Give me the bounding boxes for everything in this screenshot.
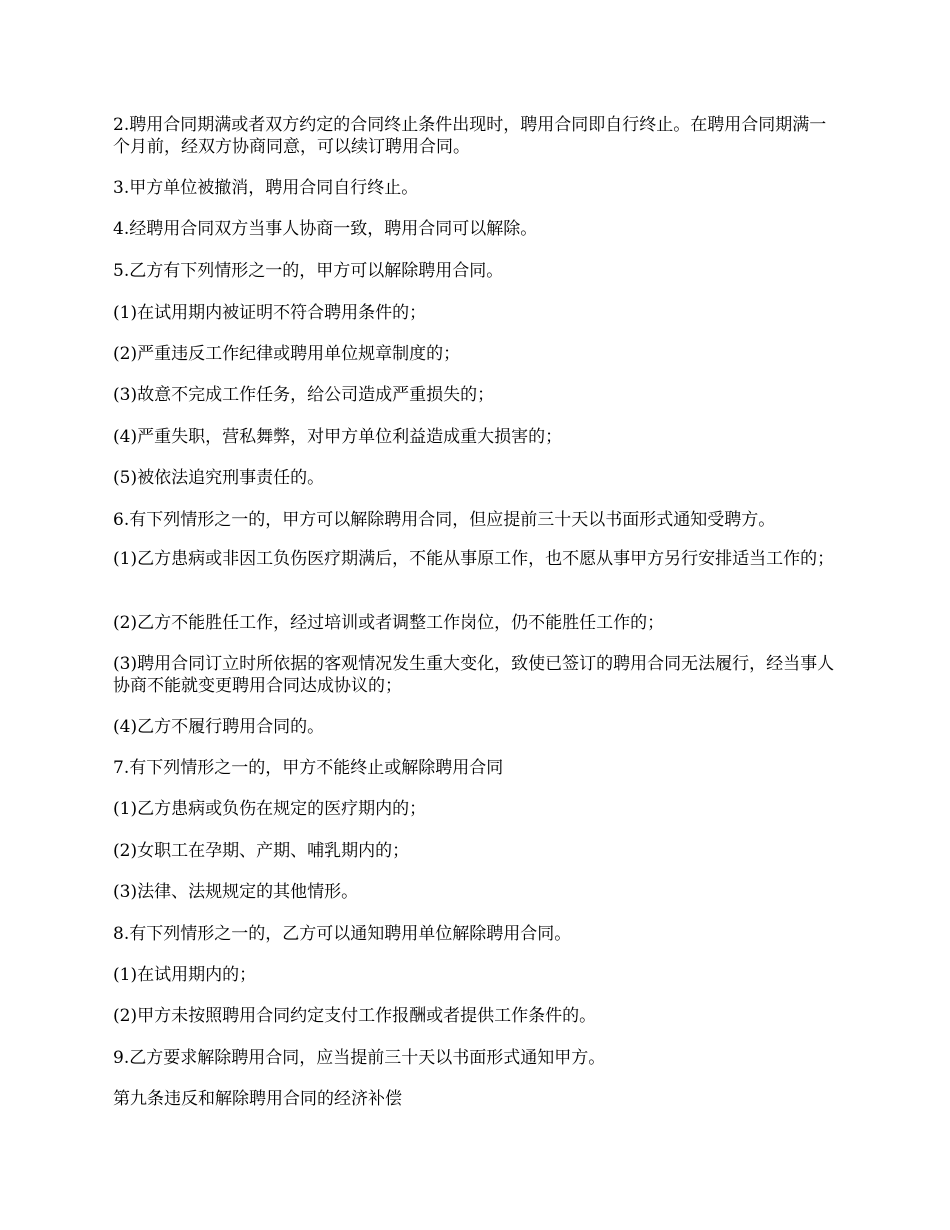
paragraph-clause-6-item-4: (4)乙方不履行聘用合同的。 (113, 717, 325, 737)
paragraph-clause-5-item-4: (4)严重失职，营私舞弊，对甲方单位利益造成重大损害的； (113, 427, 563, 447)
section-heading-article-9: 第九条违反和解除聘用合同的经济补偿 (113, 1089, 402, 1109)
paragraph-clause-5-item-1: (1)在试用期内被证明不符合聘用条件的； (113, 303, 427, 323)
paragraph-clause-7-item-1: (1)乙方患病或负伤在规定的医疗期内的； (113, 799, 427, 819)
paragraph-clause-8: 8.有下列情形之一的，乙方可以通知聘用单位解除聘用合同。 (113, 924, 572, 944)
paragraph-clause-8-item-1: (1)在试用期内的； (113, 965, 257, 985)
paragraph-clause-9: 9.乙方要求解除聘用合同，应当提前三十天以书面形式通知甲方。 (113, 1048, 606, 1068)
paragraph-clause-3: 3.甲方单位被撤消，聘用合同自行终止。 (113, 178, 419, 198)
paragraph-clause-5-item-3: (3)故意不完成工作任务，给公司造成严重损失的； (113, 385, 495, 405)
paragraph-clause-6-item-2: (2)乙方不能胜任工作，经过培训或者调整工作岗位，仍不能胜任工作的； (113, 613, 665, 633)
paragraph-clause-7: 7.有下列情形之一的，甲方不能终止或解除聘用合同 (113, 758, 504, 778)
paragraph-clause-2: 2.聘用合同期满或者双方约定的合同终止条件出现时，聘用合同即自行终止。在聘用合同期满一个月前，经双方协商同意，可以续订聘用合同。 (113, 115, 827, 157)
paragraph-clause-6-item-1: (1)乙方患病或非因工负伤医疗期满后，不能从事原工作，也不愿从事甲方另行安排适当工作的； (113, 549, 835, 569)
paragraph-clause-6: 6.有下列情形之一的，甲方可以解除聘用合同，但应提前三十天以书面形式通知受聘方。 (113, 510, 776, 530)
paragraph-clause-7-item-2: (2)女职工在孕期、产期、哺乳期内的； (113, 841, 410, 861)
paragraph-clause-8-item-2: (2)甲方未按照聘用合同约定支付工作报酬或者提供工作条件的。 (113, 1006, 597, 1026)
paragraph-clause-7-item-3: (3)法律、法规规定的其他情形。 (113, 882, 359, 902)
paragraph-clause-5: 5.乙方有下列情形之一的，甲方可以解除聘用合同。 (113, 261, 504, 281)
paragraph-clause-4: 4.经聘用合同双方当事人协商一致，聘用合同可以解除。 (113, 219, 538, 239)
paragraph-clause-6-item-3: (3)聘用合同订立时所依据的客观情况发生重大变化，致使已签订的聘用合同无法履行，经当事人协商不能就变更聘用合同达成协议的； (113, 654, 835, 696)
paragraph-clause-5-item-5: (5)被依法追究刑事责任的。 (113, 468, 325, 488)
paragraph-clause-5-item-2: (2)严重违反工作纪律或聘用单位规章制度的； (113, 344, 461, 364)
